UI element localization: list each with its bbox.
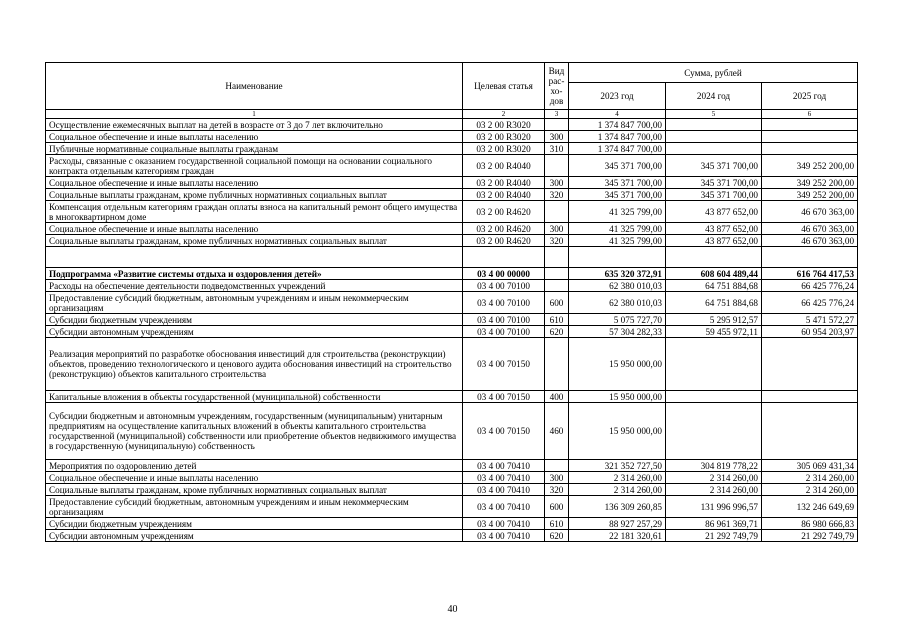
row-name: Расходы, связанные с оказанием государственной социальной помощи на основании социального контракта отдельным категориям граждан xyxy=(46,155,463,177)
row-vid: 320 xyxy=(545,189,569,201)
row-sum-2025: 132 246 649,69 xyxy=(762,496,858,518)
table-row xyxy=(46,201,858,223)
row-sum-2023: 41 325 799,00 xyxy=(569,223,666,235)
header-year-2023: 2023 год xyxy=(569,83,666,110)
row-sum-2023: 136 309 260,85 xyxy=(569,496,666,518)
row-code: 03 4 00 70150 xyxy=(463,391,545,403)
table-row xyxy=(46,391,858,403)
table-row xyxy=(46,235,858,247)
row-name: Расходы на обеспечение деятельности подведомственных учреждений xyxy=(46,280,463,292)
table-row xyxy=(46,460,858,472)
row-code: 03 2 00 R4620 xyxy=(463,235,545,247)
row-code: 03 4 00 70100 xyxy=(463,292,545,314)
row-sum-2025 xyxy=(762,391,858,403)
row-sum-2023: 41 325 799,00 xyxy=(569,235,666,247)
row-name: Предоставление субсидий бюджетным, автономным учреждениям и иным некоммерческим организациям xyxy=(46,292,463,314)
table-row xyxy=(46,484,858,496)
row-sum-2024 xyxy=(666,131,762,143)
row-code: 03 2 00 R4040 xyxy=(463,177,545,189)
row-code: 03 2 00 R4620 xyxy=(463,223,545,235)
row-sum-2025: 616 764 417,53 xyxy=(762,268,858,280)
row-name: Капитальные вложения в объекты государственной (муниципальной) собственности xyxy=(46,391,463,403)
row-sum-2024: 64 751 884,68 xyxy=(666,292,762,314)
row-sum-2025: 46 670 363,00 xyxy=(762,201,858,223)
row-vid: 460 xyxy=(545,403,569,460)
page-number: 40 xyxy=(447,604,458,615)
row-sum-2025 xyxy=(762,143,858,155)
row-vid: 310 xyxy=(545,143,569,155)
row-code: 03 4 00 70100 xyxy=(463,280,545,292)
row-vid: 600 xyxy=(545,496,569,518)
row-sum-2025 xyxy=(762,131,858,143)
row-sum-2024: 345 371 700,00 xyxy=(666,189,762,201)
row-code: 03 4 00 70100 xyxy=(463,326,545,338)
row-name xyxy=(46,247,463,268)
row-sum-2023: 88 927 257,29 xyxy=(569,518,666,530)
row-sum-2025 xyxy=(762,119,858,131)
row-name: Публичные нормативные социальные выплаты гражданам xyxy=(46,143,463,155)
row-sum-2024: 59 455 972,11 xyxy=(666,326,762,338)
row-vid: 320 xyxy=(545,235,569,247)
table-row xyxy=(46,338,858,391)
row-vid: 300 xyxy=(545,177,569,189)
table-row xyxy=(46,223,858,235)
row-sum-2025: 5 471 572,27 xyxy=(762,314,858,326)
row-sum-2023: 345 371 700,00 xyxy=(569,177,666,189)
row-vid xyxy=(545,338,569,391)
row-vid xyxy=(545,268,569,280)
column-number: 2 xyxy=(463,110,545,119)
row-name: Мероприятия по оздоровлению детей xyxy=(46,460,463,472)
row-sum-2023: 345 371 700,00 xyxy=(569,155,666,177)
row-code xyxy=(463,247,545,268)
row-sum-2025: 349 252 200,00 xyxy=(762,155,858,177)
row-vid: 400 xyxy=(545,391,569,403)
row-sum-2023: 62 380 010,03 xyxy=(569,292,666,314)
row-sum-2025: 349 252 200,00 xyxy=(762,189,858,201)
header-row xyxy=(46,63,858,83)
row-name: Компенсация отдельным категориям граждан оплаты взноса на капитальный ремонт общего имущества в многоквартирном доме xyxy=(46,201,463,223)
row-sum-2023 xyxy=(569,247,666,268)
row-sum-2024: 345 371 700,00 xyxy=(666,155,762,177)
column-number: 6 xyxy=(762,110,858,119)
row-sum-2025 xyxy=(762,403,858,460)
row-vid: 300 xyxy=(545,131,569,143)
header-name: Наименование xyxy=(46,63,463,110)
row-sum-2024: 304 819 778,22 xyxy=(666,460,762,472)
row-vid: 610 xyxy=(545,314,569,326)
table-row xyxy=(46,403,858,460)
subprogram-row xyxy=(46,268,858,280)
row-sum-2025: 2 314 260,00 xyxy=(762,472,858,484)
row-sum-2024: 131 996 996,57 xyxy=(666,496,762,518)
row-name: Социальное обеспечение и иные выплаты населению xyxy=(46,177,463,189)
row-name: Субсидии бюджетным учреждениям xyxy=(46,314,463,326)
header-sum: Сумма, рублей xyxy=(569,63,858,83)
row-name: Социальное обеспечение и иные выплаты населению xyxy=(46,472,463,484)
table-row xyxy=(46,314,858,326)
row-name: Субсидии автономным учреждениям xyxy=(46,530,463,542)
row-sum-2023: 15 950 000,00 xyxy=(569,403,666,460)
row-name: Социальные выплаты гражданам, кроме публичных нормативных социальных выплат xyxy=(46,189,463,201)
table-row xyxy=(46,143,858,155)
row-sum-2025 xyxy=(762,247,858,268)
row-sum-2024: 43 877 652,00 xyxy=(666,235,762,247)
row-sum-2025: 86 980 666,83 xyxy=(762,518,858,530)
row-name: Подпрограмма «Развитие системы отдыха и оздоровления детей» xyxy=(46,268,463,280)
row-sum-2023: 22 181 320,61 xyxy=(569,530,666,542)
row-vid xyxy=(545,280,569,292)
row-sum-2024: 5 295 912,57 xyxy=(666,314,762,326)
row-vid xyxy=(545,247,569,268)
table-row xyxy=(46,280,858,292)
table-row xyxy=(46,155,858,177)
table-row xyxy=(46,131,858,143)
row-code: 03 4 00 70150 xyxy=(463,338,545,391)
row-name: Субсидии автономным учреждениям xyxy=(46,326,463,338)
row-sum-2023: 15 950 000,00 xyxy=(569,338,666,391)
table-row xyxy=(46,530,858,542)
row-vid: 300 xyxy=(545,223,569,235)
row-sum-2023: 2 314 260,00 xyxy=(569,484,666,496)
column-number: 4 xyxy=(569,110,666,119)
row-sum-2025: 21 292 749,79 xyxy=(762,530,858,542)
row-sum-2024: 608 604 489,44 xyxy=(666,268,762,280)
row-sum-2023: 321 352 727,50 xyxy=(569,460,666,472)
row-sum-2025: 2 314 260,00 xyxy=(762,484,858,496)
row-sum-2024 xyxy=(666,391,762,403)
row-code: 03 2 00 R4620 xyxy=(463,201,545,223)
table-row xyxy=(46,189,858,201)
row-vid: 300 xyxy=(545,472,569,484)
row-sum-2024: 345 371 700,00 xyxy=(666,177,762,189)
row-sum-2025: 66 425 776,24 xyxy=(762,292,858,314)
table-row xyxy=(46,472,858,484)
table-row xyxy=(46,518,858,530)
row-code: 03 4 00 70410 xyxy=(463,530,545,542)
table-row xyxy=(46,326,858,338)
row-code: 03 2 00 R3020 xyxy=(463,131,545,143)
row-name: Социальное обеспечение и иные выплаты населению xyxy=(46,131,463,143)
header-year-2025: 2025 год xyxy=(762,83,858,110)
row-sum-2023: 1 374 847 700,00 xyxy=(569,119,666,131)
row-sum-2024 xyxy=(666,119,762,131)
row-sum-2025: 66 425 776,24 xyxy=(762,280,858,292)
row-vid xyxy=(545,460,569,472)
table-row xyxy=(46,496,858,518)
row-code: 03 2 00 R3020 xyxy=(463,119,545,131)
row-sum-2024 xyxy=(666,403,762,460)
header-code: Целевая статья xyxy=(463,63,545,110)
row-code: 03 4 00 70410 xyxy=(463,460,545,472)
row-sum-2025: 60 954 203,97 xyxy=(762,326,858,338)
table-row xyxy=(46,177,858,189)
row-name: Социальное обеспечение и иные выплаты населению xyxy=(46,223,463,235)
row-vid xyxy=(545,155,569,177)
row-code: 03 4 00 70410 xyxy=(463,496,545,518)
row-code: 03 4 00 70410 xyxy=(463,484,545,496)
column-numbers-row xyxy=(46,110,858,119)
column-number: 3 xyxy=(545,110,569,119)
row-name: Субсидии бюджетным учреждениям xyxy=(46,518,463,530)
header-year-2024: 2024 год xyxy=(666,83,762,110)
row-sum-2023: 57 304 282,33 xyxy=(569,326,666,338)
row-sum-2024: 43 877 652,00 xyxy=(666,201,762,223)
row-code: 03 4 00 70100 xyxy=(463,314,545,326)
table-row xyxy=(46,119,858,131)
row-sum-2024 xyxy=(666,338,762,391)
row-sum-2024: 2 314 260,00 xyxy=(666,472,762,484)
row-sum-2025 xyxy=(762,338,858,391)
row-sum-2023: 635 320 372,91 xyxy=(569,268,666,280)
table-row xyxy=(46,292,858,314)
row-sum-2025: 46 670 363,00 xyxy=(762,235,858,247)
row-vid: 610 xyxy=(545,518,569,530)
row-sum-2024 xyxy=(666,247,762,268)
row-sum-2023: 62 380 010,03 xyxy=(569,280,666,292)
column-number: 5 xyxy=(666,110,762,119)
row-code: 03 2 00 R4040 xyxy=(463,189,545,201)
row-name: Осуществление ежемесячных выплат на детей в возрасте от 3 до 7 лет включительно xyxy=(46,119,463,131)
row-vid: 320 xyxy=(545,484,569,496)
row-sum-2024: 64 751 884,68 xyxy=(666,280,762,292)
row-sum-2023: 5 075 727,70 xyxy=(569,314,666,326)
column-number: 1 xyxy=(46,110,463,119)
spacer-row xyxy=(46,247,858,268)
row-code: 03 4 00 70150 xyxy=(463,403,545,460)
row-code: 03 4 00 00000 xyxy=(463,268,545,280)
row-vid: 600 xyxy=(545,292,569,314)
row-sum-2023: 2 314 260,00 xyxy=(569,472,666,484)
row-code: 03 2 00 R4040 xyxy=(463,155,545,177)
row-sum-2024: 2 314 260,00 xyxy=(666,484,762,496)
row-sum-2024: 21 292 749,79 xyxy=(666,530,762,542)
header-vid: Вид рас-хо-дов xyxy=(545,63,569,110)
budget-table xyxy=(45,62,858,542)
row-sum-2023: 1 374 847 700,00 xyxy=(569,143,666,155)
row-sum-2023: 41 325 799,00 xyxy=(569,201,666,223)
row-vid: 620 xyxy=(545,326,569,338)
row-sum-2024: 86 961 369,71 xyxy=(666,518,762,530)
row-sum-2025: 349 252 200,00 xyxy=(762,177,858,189)
row-name: Предоставление субсидий бюджетным, автономным учреждениям и иным некоммерческим организациям xyxy=(46,496,463,518)
row-sum-2023: 345 371 700,00 xyxy=(569,189,666,201)
row-vid xyxy=(545,119,569,131)
row-vid xyxy=(545,201,569,223)
row-code: 03 4 00 70410 xyxy=(463,472,545,484)
row-name: Социальные выплаты гражданам, кроме публичных нормативных социальных выплат xyxy=(46,484,463,496)
row-sum-2025: 305 069 431,34 xyxy=(762,460,858,472)
row-sum-2024: 43 877 652,00 xyxy=(666,223,762,235)
row-code: 03 2 00 R3020 xyxy=(463,143,545,155)
row-name: Реализация мероприятий по разработке обоснования инвестиций для строительства (реконструкции) объектов, проведению технологического и ценового аудита обоснования инвестиций на строительство (реконструкцию) объектов капитального строительства xyxy=(46,338,463,391)
row-name: Субсидии бюджетным и автономным учреждениям, государственным (муниципальным) унитарным предприятиям на осуществление капитальных вложений в объекты капитального строительства государственной (муниципальной) собственности или приобретение объектов недвижимого имущества в государственную (муниципальную) собственность xyxy=(46,403,463,460)
row-sum-2023: 1 374 847 700,00 xyxy=(569,131,666,143)
row-sum-2024 xyxy=(666,143,762,155)
row-code: 03 4 00 70410 xyxy=(463,518,545,530)
row-sum-2023: 15 950 000,00 xyxy=(569,391,666,403)
row-vid: 620 xyxy=(545,530,569,542)
row-sum-2025: 46 670 363,00 xyxy=(762,223,858,235)
row-name: Социальные выплаты гражданам, кроме публичных нормативных социальных выплат xyxy=(46,235,463,247)
